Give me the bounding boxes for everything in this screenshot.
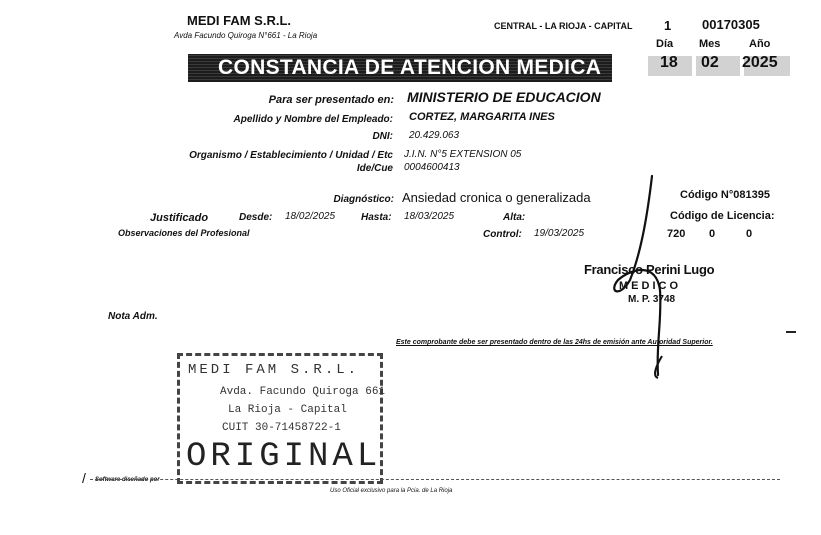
month-label: Mes xyxy=(699,38,721,50)
ide-cue-label: Ide/Cue xyxy=(356,163,393,174)
doctor-title: MEDICO xyxy=(619,280,681,292)
stamp-line-1: MEDI FAM S.R.L. xyxy=(188,362,360,378)
branch-label: CENTRAL - LA RIOJA - CAPITAL xyxy=(494,21,633,31)
organism-value: J.I.N. N°5 EXTENSION 05 xyxy=(404,149,522,160)
stamp-original-text: ORIGINAL xyxy=(186,438,382,476)
stamp-line-3: La Rioja - Capital xyxy=(228,404,347,416)
footer-mark: / xyxy=(82,470,86,486)
company-name: MEDI FAM S.R.L. xyxy=(187,13,291,28)
year-label: Año xyxy=(749,38,771,50)
date-day: 18 xyxy=(660,54,678,71)
stamp-line-2: Avda. Facundo Quiroga 661 xyxy=(220,386,386,398)
stamp-line-4: CUIT 30-71458722-1 xyxy=(222,422,341,434)
employee-value: CORTEZ, MARGARITA INES xyxy=(409,111,555,123)
from-label: Desde: xyxy=(239,212,273,223)
to-label: Hasta: xyxy=(361,212,392,223)
employee-label: Apellido y Nombre del Empleado: xyxy=(233,114,393,125)
diagnosis-label: Diagnóstico: xyxy=(333,194,394,205)
handwritten-signature xyxy=(590,170,700,380)
ide-cue-value: 0004600413 xyxy=(404,162,460,173)
day-label: Día xyxy=(656,38,674,50)
company-address: Avda Facundo Quiroga N°661 - La Rioja xyxy=(174,31,318,40)
date-month: 02 xyxy=(701,54,719,71)
official-use-note: Uso Oficial exclusivo para la Pcia. de La Rioja xyxy=(330,488,453,494)
footer-rule xyxy=(90,479,780,480)
doctor-registration: M. P. 3748 xyxy=(628,294,676,305)
license-code-value-2: 0 xyxy=(709,228,716,240)
submission-notice: Este comprobante debe ser presentado dentro de las 24hs de emisión ante Autoridad Superior. xyxy=(396,339,713,346)
organism-label: Organismo / Establecimiento / Unidad / Etc xyxy=(189,150,393,161)
from-date: 18/02/2025 xyxy=(285,211,336,222)
control-date: 19/03/2025 xyxy=(534,228,585,239)
diagnosis-code: Código N°081395 xyxy=(680,189,770,201)
dni-label: DNI: xyxy=(372,131,393,142)
serial-number: 00170305 xyxy=(702,17,760,32)
to-date: 18/03/2025 xyxy=(404,211,455,222)
license-code-value-3: 0 xyxy=(746,228,753,240)
document-title: CONSTANCIA DE ATENCION MEDICA xyxy=(218,56,602,79)
diagnosis-value: Ansiedad cronica o generalizada xyxy=(402,190,591,205)
justified-label: Justificado xyxy=(150,212,209,224)
observations-label: Observaciones del Profesional xyxy=(118,228,250,238)
nota-adm-label: Nota Adm. xyxy=(108,311,158,322)
dni-value: 20.429.063 xyxy=(409,130,460,141)
presented-to-label: Para ser presentado en: xyxy=(268,94,394,106)
date-year: 2025 xyxy=(742,54,778,71)
notice-dash xyxy=(786,331,796,333)
control-label: Control: xyxy=(483,229,522,240)
copy-number: 1 xyxy=(664,18,672,33)
presented-to-value: MINISTERIO DE EDUCACION xyxy=(407,89,601,105)
doctor-name: Francisco Perini Lugo xyxy=(584,262,715,277)
license-code-value: 720 xyxy=(667,228,686,240)
software-credit: Software diseñado por xyxy=(95,477,160,483)
discharge-label: Alta: xyxy=(503,212,526,223)
license-code-label: Código de Licencia: xyxy=(670,210,775,222)
